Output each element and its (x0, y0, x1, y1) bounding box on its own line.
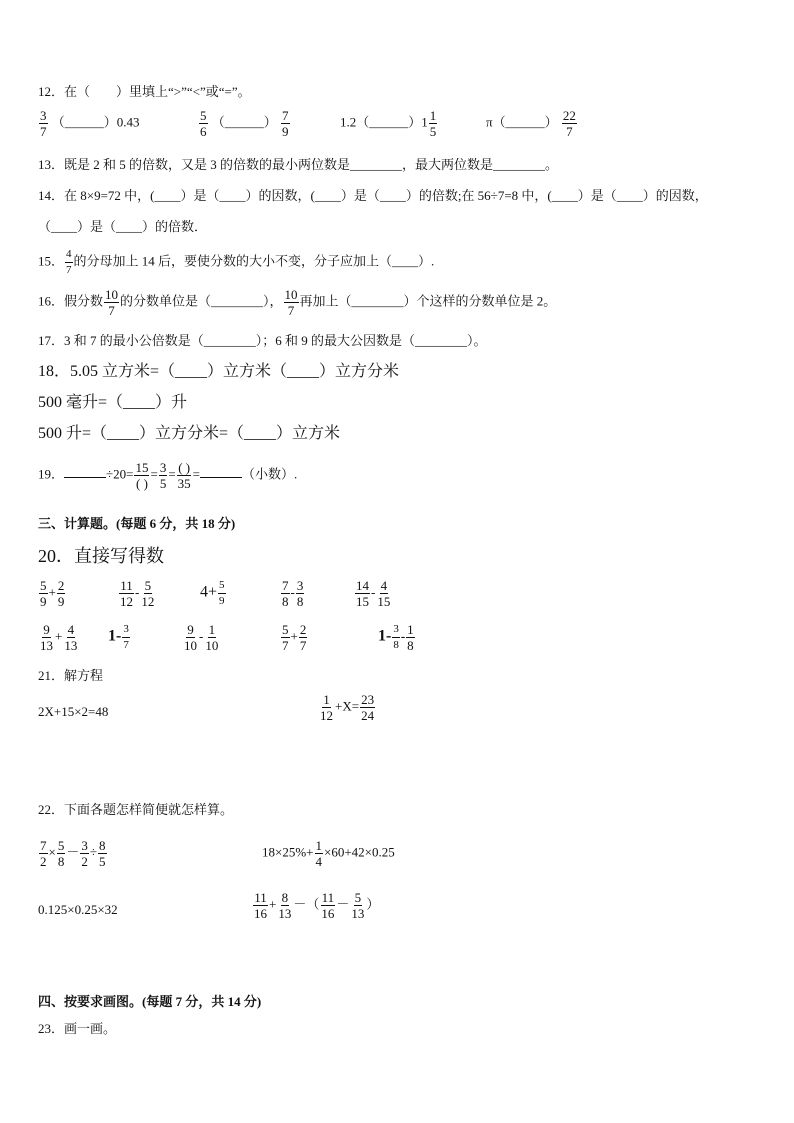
q18-line1: 18．5.05 立方米=（____）立方米（____）立方分米 (38, 363, 400, 380)
section-3-heading: 三、计算题。(每题 6 分，共 18 分) (38, 516, 236, 531)
expression: $\frac{7}{8}$ - $\frac{3}{8}$ (282, 578, 304, 609)
answer-blank (200, 465, 242, 478)
fraction: $\frac{15}{( )}$ (135, 460, 149, 491)
q21-equation-2: $\frac{1}{12}$ +X= $\frac{23}{24}$ (320, 692, 375, 723)
q15: 15． $\frac{4}{7}$ 的分母加上 14 后，要使分数的大小不变，分子应加上（____）. (38, 248, 435, 276)
answer-blank (64, 465, 106, 478)
q22-expression-2: 18×25%+ $\frac{1}{4}$ ×60+42×0.25 (262, 838, 395, 869)
q19: 19． ÷20= $\frac{15}{( )}$ = $\frac{3}{5}$ = $\frac{( )}{35}$ = （小数）. (38, 460, 298, 491)
expression: 1- $\frac{3}{8}$ - $\frac{1}{8}$ (378, 622, 414, 653)
q22-expression-3: 0.125×0.25×32 (38, 902, 118, 917)
q12-item-4: π（______） $\frac{22}{7}$ (486, 108, 576, 139)
q14-line1: 14．在 8×9=72 中，(____）是（____）的因数，(____）是（____）的倍数;在 56÷7=8 中，(____）是（____）的因数， (38, 188, 708, 203)
q22-expression-1: $\frac{7}{2}$ × $\frac{5}{8}$ － $\frac{3}{2}$ ÷ $\frac{8}{5}$ (40, 838, 106, 869)
q13: 13．既是 2 和 5 的倍数，又是 3 的倍数的最小两位数是________，最大两位数是________。 (38, 157, 559, 172)
fraction: $\frac{3}{5}$ (159, 460, 167, 491)
fraction: $\frac{4}{7}$ (66, 248, 72, 276)
q22-expression-4: $\frac{11}{16}$ + $\frac{8}{13}$ －（ $\frac{11}{16}$ － $\frac{5}{13}$ ） (254, 890, 380, 921)
q12-item-3: 1.2（______）1 $\frac{1}{5}$ (340, 108, 437, 139)
expression: $\frac{5}{9}$ + $\frac{2}{9}$ (40, 578, 65, 609)
q18-line3: 500 升=（____）立方分米=（____）立方米 (38, 425, 341, 442)
fraction: $\frac{3}{7}$ (40, 108, 47, 139)
q21-equation-1: 2X+15×2=48 (38, 704, 109, 719)
fraction: $\frac{7}{9}$ (282, 108, 289, 139)
q22-title: 22．下面各题怎样简便就怎样算。 (38, 802, 234, 817)
fraction: $\frac{10}{7}$ (105, 287, 119, 318)
expression: 1- $\frac{3}{7}$ (108, 623, 129, 651)
section-4-heading: 四、按要求画图。(每题 7 分，共 14 分) (38, 994, 262, 1009)
q12-item-2: $\frac{5}{6}$ （______） $\frac{7}{9}$ (200, 108, 289, 139)
expression: $\frac{11}{12}$ - $\frac{5}{12}$ (120, 578, 155, 609)
expression: $\frac{9}{10}$ - $\frac{1}{10}$ (184, 622, 219, 653)
fraction: $\frac{( )}{35}$ (177, 460, 191, 491)
fraction: $\frac{1}{5}$ (429, 108, 437, 139)
q18-line2: 500 毫升=（____）升 (38, 394, 188, 411)
q12-title: 12．在（ ）里填上“>”“<”或“=”。 (38, 84, 251, 99)
fraction: $\frac{22}{7}$ (562, 108, 576, 139)
q23: 23．画一画。 (38, 1021, 117, 1036)
expression: $\frac{9}{13}$ + $\frac{4}{13}$ (40, 622, 78, 653)
fraction: $\frac{5}{6}$ (200, 108, 207, 139)
expression: 4+ $\frac{5}{9}$ (200, 579, 225, 607)
expression: $\frac{14}{15}$ - $\frac{4}{15}$ (356, 578, 391, 609)
q21-title: 21．解方程 (38, 668, 104, 683)
q12-item-1: $\frac{3}{7}$ （______）0.43 (40, 108, 140, 139)
expression: $\frac{5}{7}$ + $\frac{2}{7}$ (282, 622, 307, 653)
fraction: $\frac{10}{7}$ (284, 287, 298, 318)
q16: 16．假分数 $\frac{10}{7}$ 的分数单位是（________）， $\frac{10}{7}$ 再加上（________）个这样的分数单位是 2。 (38, 287, 557, 318)
q20-title: 20．直接写得数 (38, 546, 164, 566)
q17: 17．3 和 7 的最小公倍数是（________）；6 和 9 的最大公因数是（________）。 (38, 333, 487, 348)
q14-line2: （____）是（____）的倍数． (38, 219, 208, 234)
